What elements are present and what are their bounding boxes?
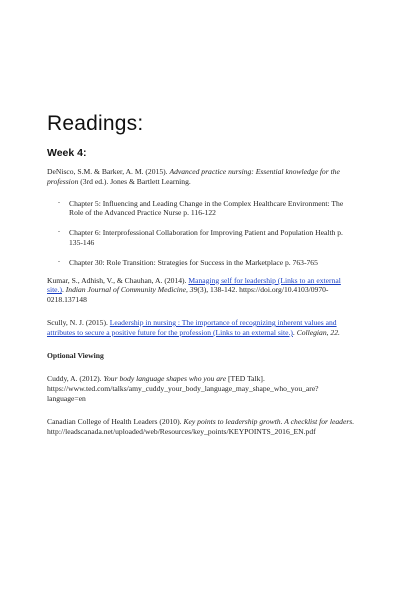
reference-details: (3), 138-142. https://doi.org/10.4103/0970-0218.137148 <box>47 285 329 305</box>
optional-viewing-heading: Optional Viewing <box>47 350 104 360</box>
reference-details: [TED Talk]. https://www.ted.com/talks/amy_cuddy_your_body_language_may_shape_who_you_are?language=en <box>47 374 319 403</box>
chapter-list <box>47 199 355 268</box>
chapter-text: Chapter 6: Interprofessional Collaboration for Improving Patient and Population Health p. 135-146 <box>69 228 343 247</box>
list-item <box>47 199 355 219</box>
list-item <box>47 258 355 268</box>
reference-denisco <box>47 167 355 187</box>
chapter-text: Chapter 30: Role Transition: Strategies for Success in the Marketplace p. 763-765 <box>69 257 318 267</box>
reference-scully <box>47 318 355 338</box>
bullet-dash: - <box>58 199 60 206</box>
leadership-in-nursing-link[interactable]: Leadership in nursing : The importance of recognizing inherent values and attributes to secure a positive future for the profession (Links to an external site.) <box>47 317 337 337</box>
reference-title: Your body language shapes who you are <box>103 374 227 384</box>
reference-authors: Scully, N. J. (2015). <box>47 317 110 327</box>
reference-authors: DeNisco, S.M. & Barker, A. M. (2015). <box>47 167 170 176</box>
reference-authors: Kumar, S., Adhish, V., & Chauhan, A. (2014). <box>47 275 189 285</box>
reference-ccl <box>47 417 355 437</box>
reference-kumar <box>47 276 355 305</box>
reference-separator: . <box>292 327 297 337</box>
week-heading: Week 4: <box>47 147 87 159</box>
managing-self-link[interactable]: Managing self for leadership (Links to an external site.) <box>47 275 341 295</box>
reference-details: (3rd ed.). Jones & Bartlett Learning. <box>78 176 191 186</box>
list-item <box>47 228 355 248</box>
bullet-dash: - <box>58 258 60 265</box>
reference-title: Advanced practice nursing: Essential knowledge for the profession <box>47 167 340 186</box>
reference-journal: Collegian, 22. <box>296 327 340 337</box>
bullet-dash: - <box>58 229 60 236</box>
reference-details: http://leadscanada.net/uploaded/web/Resources/key_points/KEYPOINTS_2016_EN.pdf <box>47 426 316 436</box>
reference-authors: Canadian College of Health Leaders (2010). <box>47 416 184 426</box>
chapter-text: Chapter 5: Influencing and Leading Change in the Complex Healthcare Environment: The Role of the Advanced Practice Nurse p. 116-122 <box>69 198 344 218</box>
reference-separator: . <box>61 285 66 295</box>
reference-journal: Indian Journal of Community Medicine, 39 <box>65 285 198 295</box>
reference-cuddy <box>47 374 355 403</box>
page-title: Readings: <box>47 112 144 135</box>
reference-authors: Cuddy, A. (2012). <box>47 374 104 384</box>
readings-body <box>47 167 355 449</box>
reference-title: Key points to leadership growth. A checklist for leaders. <box>183 416 355 426</box>
